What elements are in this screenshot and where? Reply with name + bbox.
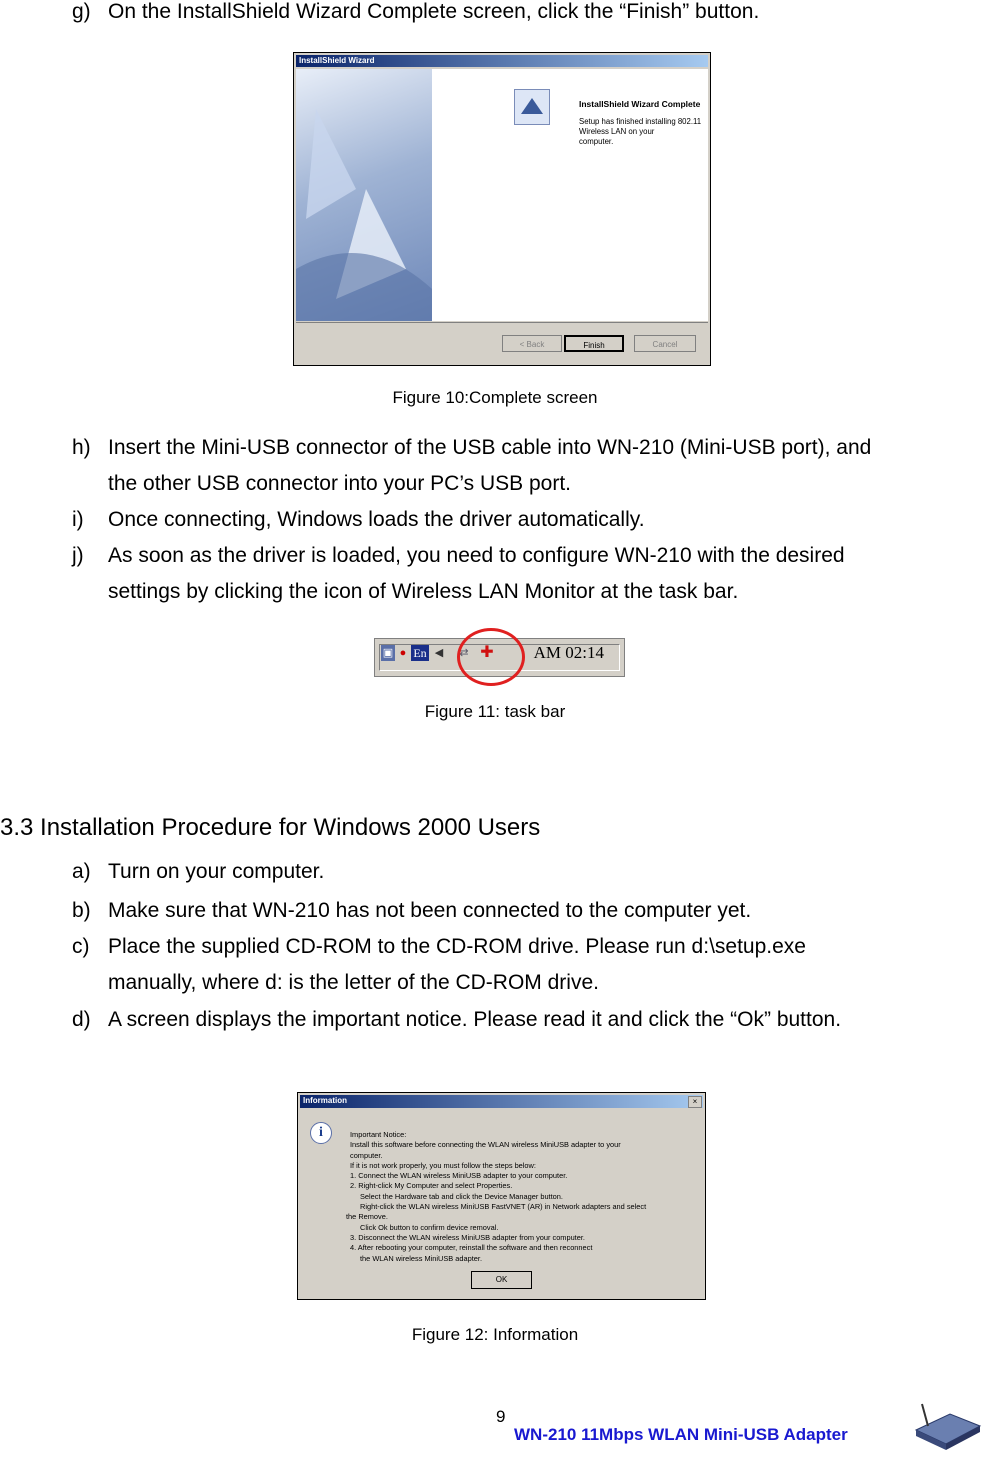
step-label: i): [72, 508, 84, 531]
information-icon: i: [310, 1122, 332, 1144]
highlight-circle: [457, 628, 525, 686]
notice-line: Click Ok button to confirm device removal.: [360, 1222, 499, 1232]
step-text: Make sure that WN-210 has not been connected to the computer yet.: [108, 899, 752, 922]
installshield-side-graphic: [296, 69, 432, 321]
notice-line: If it is not work properly, you must follow the steps below:: [350, 1160, 536, 1170]
close-button[interactable]: ×: [688, 1096, 702, 1108]
wireless-lan-monitor-icon[interactable]: ⇄: [459, 647, 469, 659]
speaker-icon[interactable]: ◀: [434, 647, 444, 659]
taskbar-clock: AM 02:14: [533, 643, 604, 662]
step-text: settings by clicking the icon of Wireless LAN Monitor at the task bar.: [108, 580, 739, 603]
notice-line: 2. Right-click My Computer and select Properties.: [350, 1181, 513, 1191]
step-label: c): [72, 935, 90, 958]
ok-button[interactable]: OK: [471, 1271, 532, 1289]
body-line: Setup has finished installing 802.11 Wireless LAN on your: [579, 117, 702, 136]
notice-line: Right-click the WLAN wireless MiniUSB FastVNET (AR) in Network adapters and select: [360, 1202, 647, 1212]
dialog-title: Information: [300, 1095, 703, 1108]
step-label: b): [72, 899, 91, 922]
step-label: j): [72, 544, 84, 567]
clock-alert-icon[interactable]: ●: [399, 647, 407, 659]
body-line: computer.: [579, 137, 614, 146]
step-label: d): [72, 1008, 91, 1031]
wizard-complete-body: [579, 117, 708, 147]
network-icon[interactable]: ▣: [382, 647, 394, 659]
step-label: g): [72, 0, 91, 23]
divider: [296, 322, 708, 323]
notice-line: 4. After rebooting your computer, reinstall the software and then reconnect: [350, 1243, 593, 1253]
installshield-content: [432, 69, 708, 321]
cancel-button[interactable]: Cancel: [634, 335, 696, 352]
figure-12-caption: Figure 12: Information: [411, 1325, 579, 1344]
installshield-logo-icon: [514, 89, 550, 125]
step-text: Insert the Mini-USB connector of the USB cable into WN-210 (Mini-USB port), and: [108, 436, 872, 459]
step-text: Turn on your computer.: [108, 860, 325, 883]
back-button[interactable]: < Back: [502, 335, 562, 352]
information-dialog: [297, 1092, 706, 1300]
notice-line: computer.: [350, 1150, 383, 1160]
step-text: On the InstallShield Wizard Complete screen, click the “Finish” button.: [108, 0, 760, 23]
notice-line: 3. Disconnect the WLAN wireless MiniUSB adapter from your computer.: [350, 1232, 585, 1242]
window-title: InstallShield Wizard: [296, 55, 708, 67]
step-text: As soon as the driver is loaded, you need to configure WN-210 with the desired: [108, 544, 845, 567]
step-text: A screen displays the important notice. Please read it and click the “Ok” button.: [108, 1008, 842, 1031]
notice-line: Important Notice:: [350, 1130, 407, 1139]
wizard-complete-heading: InstallShield Wizard Complete: [579, 99, 701, 109]
step-text: manually, where d: is the letter of the CD-ROM drive.: [108, 971, 599, 994]
notice-line: 1. Connect the WLAN wireless MiniUSB adapter to your computer.: [350, 1171, 568, 1181]
page-number: 9: [496, 1407, 506, 1426]
step-text: Once connecting, Windows loads the driver automatically.: [108, 508, 645, 531]
step-label: h): [72, 436, 91, 459]
notice-line: Install this software before connecting the WLAN wireless MiniUSB adapter to your: [350, 1140, 621, 1150]
step-label: a): [72, 860, 91, 883]
section-heading: 3.3 Installation Procedure for Windows 2000 Users: [0, 814, 541, 841]
router-logo-icon: [910, 1400, 984, 1452]
figure-10-caption: Figure 10:Complete screen: [392, 388, 598, 407]
red-tray-icon[interactable]: ✚: [480, 644, 494, 661]
step-text: Place the supplied CD-ROM to the CD-ROM drive. Please run d:\setup.exe: [108, 935, 806, 958]
notice-text: [346, 1130, 697, 1264]
language-indicator[interactable]: En: [411, 645, 429, 661]
notice-line: the WLAN wireless MiniUSB adapter.: [360, 1253, 482, 1263]
finish-button[interactable]: Finish: [564, 335, 624, 352]
installshield-window: [293, 52, 711, 366]
step-text: the other USB connector into your PC’s USB port.: [108, 472, 572, 495]
figure-11-caption: Figure 11: task bar: [424, 702, 566, 721]
notice-line: the Remove.: [346, 1212, 388, 1222]
notice-line: Select the Hardware tab and click the Device Manager button.: [360, 1191, 563, 1201]
footer-product-name: WN-210 11Mbps WLAN Mini-USB Adapter: [514, 1425, 848, 1444]
